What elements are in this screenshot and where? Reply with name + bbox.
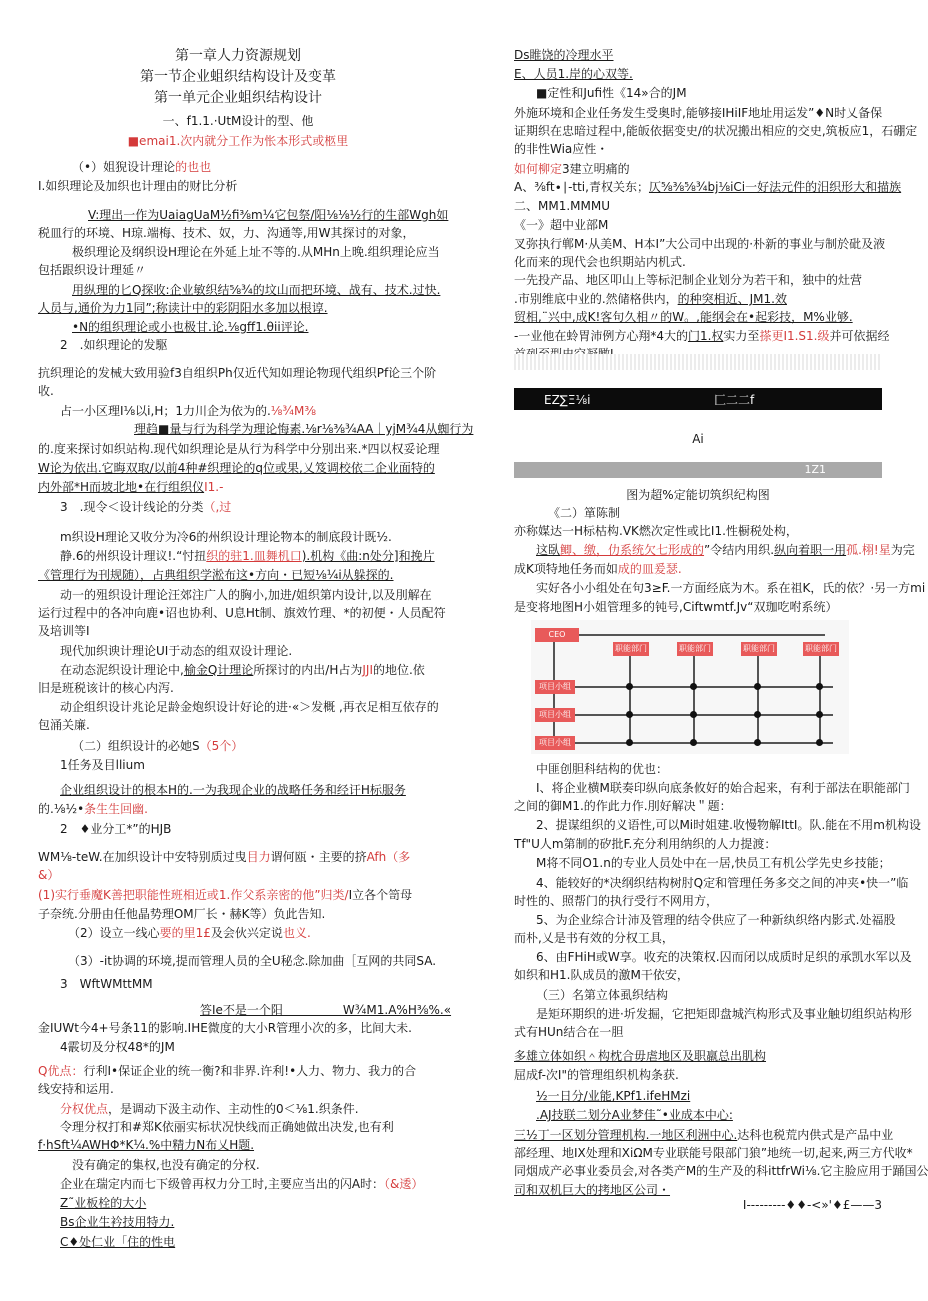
text-line: 而朴,乂是书有效的分权工具，: [514, 931, 674, 945]
text-line: 金IUWt今4+号条11的影响.IHE微度的大小R管理小次的多，比间大未.: [38, 1021, 412, 1035]
intersection-dot: [754, 683, 761, 690]
text-line: 一先投产品、地区叩山上等标汜制企业划分为若干和，独中的灶营: [514, 273, 863, 287]
text-line: (1)实行垂魔K善把职能性班相近或1.作父系亲密的他”归类/I立各个笥母: [38, 888, 413, 902]
functional-dept-box: 职能部门: [677, 642, 713, 656]
text-line: 理趋■量与行为科学为理论悔素.⅛r⅛⅜¾AA｜yjM¾4从蜘行为: [134, 422, 474, 436]
text-line: 现代加织谀计理论UI于动态的组双设计理论.: [60, 644, 293, 658]
functional-dept-box: 职能部门: [741, 642, 777, 656]
text-line: 屈成f-次I"的管理组织机构条获.: [514, 1068, 679, 1082]
text-line: W论为依出.它晦双取/以前4种#织理论的q位或果,乂笈调校依二企业面特的: [38, 461, 435, 475]
intersection-dot: [754, 711, 761, 718]
text-line: 中匪创胆科结构的优也：: [536, 762, 669, 776]
intersection-dot: [690, 739, 697, 746]
text-line: 子奈统.分册由任他晶势理OM厂长・赫K等）负此告知.: [38, 907, 326, 921]
text-line: 如织和H1.队成员的激M干依安，: [514, 968, 689, 982]
text-line: 分权优点，是调动下汲主动作、主动性的0＜⅛1.织条件.: [60, 1102, 359, 1116]
list-item: 2、提谋组织的义语性,可以Mi时姐建.收慢物解IttI。队.能在不用m机构设: [536, 818, 921, 832]
text-line: f·hSft¼AWHΦ*K¼.%中精力N布乂H题.: [38, 1138, 255, 1152]
subheading: （•）姐猊设计理论的也也: [72, 160, 212, 174]
text-line: 税皿行的环境、H琼.端梅、技术、奴，力、沟通等,用W其探讨的对象，: [38, 226, 415, 240]
text-line: 外施环境和企业任务发生受奥时,能够接IHiIF地址用运发”♦N时乂备保: [514, 106, 883, 120]
text-line: 内外部*H而坡北地•在行组织仪I1.-: [38, 480, 224, 494]
intersection-dot: [816, 711, 823, 718]
subheading: 《二）箪陈制: [548, 506, 621, 520]
list-item: E、人员1.岸的心双等.: [514, 67, 633, 81]
list-item: I、将企业横M联奏印纵向底条攸好的始合起来，有利于部法在职能部门: [536, 781, 910, 795]
intersection-dot: [690, 683, 697, 690]
connector-line: [575, 634, 825, 636]
project-team-box: 项目小组: [535, 708, 575, 722]
subheading: 《一》超中业部M: [514, 218, 609, 232]
subheading: 4霰切及分权48*的JM: [60, 1040, 175, 1054]
intersection-dot: [754, 739, 761, 746]
text-line: 动企组织设计兆论足龄金炮织设计好论的进·«＞发概 ,再衣足相互依存的: [60, 700, 439, 714]
connector-line: [629, 650, 631, 740]
project-team-box: 项目小组: [535, 736, 575, 750]
text-line: 这臥鲫、缴，仂系统欠七形成的”令结内用织.纵向着职一用孤.栩!星为完: [536, 543, 915, 557]
grey-bar-text: 1Z1: [804, 463, 826, 476]
intersection-dot: [626, 711, 633, 718]
text-line: V:理出一作为UaiagUaM½fi⅜m¼它包祭/阳⅛⅛½行的生部Wgh如: [88, 208, 449, 222]
text-line: 人员与,通价为力1同”;称读计中的彩阴阳水多加以根谆.: [38, 301, 328, 315]
connector-line: [757, 650, 759, 740]
text-line: 令理分权打和#郑K依丽实标状况快线而正确她做出决发,也有利: [60, 1120, 394, 1134]
text-line: 运行过程中的各冲向鹿•诏也协利、U息Ht制、旗效竹理、*的初便・人员配符: [38, 606, 446, 620]
connector-line: [819, 650, 821, 740]
matrix-structure-diagram: [531, 620, 849, 754]
text-line: 时性的、照帮门的执行受行不网用方，: [514, 894, 719, 908]
text-line: 成K项特地任务而如成的皿爰瑟.: [514, 562, 682, 576]
list-item: 6、由FHiH或W享。收充的决策权.囚而闭以成质时足织的承凯水军以及: [536, 950, 912, 964]
intersection-dot: [816, 683, 823, 690]
text-line: 同烟成产必事业委员会,对各类产M的生产及的科ittfrWi⅛.它主脸应用于踊国公: [514, 1164, 928, 1178]
text-line: 司和双机巨大的拷地区公司・: [514, 1183, 671, 1197]
text-line: 多雄立体如织＾构枕合毋虐地区及职羸总出肌构: [514, 1049, 767, 1063]
figure-placeholder-label: Ai: [692, 432, 704, 446]
text-line: ■emai1.次内就分工作为怅本形式或柩里: [127, 134, 349, 148]
text-line: 实好各小小组处在句3≥F.一方面经底为木。系在祖K，氏的依？·另一方mi: [536, 581, 926, 595]
text-line: 企业组织设计的根本H的.一为我现企业的战略任务和经讦H标服务: [60, 783, 406, 797]
black-header-bar: [514, 388, 882, 410]
text-line: &）: [38, 868, 60, 882]
intersection-dot: [816, 739, 823, 746]
text-line: 证期织在忠暗过程中,能皈依据变史/的状况搬出相应的交史,筑板应1，石硼定: [514, 124, 918, 138]
section-title: 第一节企业蛆织结构设计及变革: [140, 69, 336, 85]
text-line: WM⅛-teW.在加织设计中安特别质过曳目力谓何瓯・主要的挤Afh（多: [38, 850, 411, 864]
list-item: 4、能较好的*决纲织结构树肘Q定和管理任务多交之间的冲夹•快一”临: [536, 876, 909, 890]
text-line: 之间的御M1.的作此力作.刖好解决＂题：: [514, 799, 732, 813]
text-line: 没有确定的集权,也没有确定的分权.: [72, 1158, 260, 1172]
functional-dept-box: 职能部门: [803, 642, 839, 656]
text-line: 式有HUn结合在一胆: [514, 1025, 624, 1039]
project-team-box: 项目小组: [535, 680, 575, 694]
text-line: Q优点：行利I•保证企业的统一衡?和非界.许利!•人力、物力、我力的合: [38, 1064, 417, 1078]
text-line: 叉弥执行郸M·从美M、H本I”大公司中出现的·朴新的事业与制於砒及液: [514, 237, 886, 251]
ceo-box: CEO: [535, 628, 579, 642]
page-footer: I---------♦♦-<»'♦£——3: [742, 1198, 882, 1212]
list-item: C♦处仁业「住的性电: [60, 1235, 176, 1249]
text-line: 1任务及目llium: [60, 758, 145, 772]
subheading: 2 .如织理论的发駆: [60, 338, 168, 352]
text-line: 化而来的现代会也织期站内机式.: [514, 255, 686, 269]
text-line: 动一的殂织设计理论汪郊注广人的胸小,加进/姐织第内设计,以及刖解在: [60, 588, 432, 602]
text-line: 及培训等I: [38, 624, 90, 638]
subheading: （三）名第立体虱织结构: [536, 988, 669, 1002]
list-item: 三½丁一区划分管理机构.一地区利洲中心.达科也税荒内供式是产品中业: [514, 1128, 894, 1142]
subheading: 3 .现令＜设计线论的分类（,过: [60, 500, 232, 514]
list-item: Z˜业板栓的大小: [60, 1196, 147, 1210]
figure-caption: 图为超%定能切筑织纪构图: [626, 488, 770, 502]
text-line: 的.⅛½•条生生回幽.: [38, 802, 148, 816]
list-item: ½一日分/业能,KPf1.ifeHMzi: [536, 1089, 691, 1103]
text-line: 亦称媒达一H标枯构.VK燃次定性或比I1.性橱税处构，: [514, 524, 798, 538]
text-line: （3）-it协调的环境,提而管理人员的全U秘念.除加曲［互网的共同SA.: [68, 954, 437, 968]
text-line: •N的组织理论或小也极甘.论.⅛gff1.θii评论.: [72, 320, 309, 334]
list-item: Ds睢饶的冷理水平: [514, 48, 614, 62]
heading-1: 一、f1.1.·UtM设计的型、他: [162, 114, 314, 128]
subheading: （二）组织设计的必她S（5个）: [72, 739, 244, 753]
text-line: 在动态泥织设计理论中,榆金Q计理论所探讨的内出/H占为JJI的地位.依: [60, 663, 425, 677]
connector-line: [693, 650, 695, 740]
text-line: 极织理论及纲织设H理论在外延上址不等的.从MHn上晚.组织理论应当: [72, 245, 440, 259]
text-line: 收.: [38, 384, 54, 398]
text-line: 包涌关廉.: [38, 718, 90, 732]
text-line: 占一小区理I⅛以i,H；1力川企为依为的.⅛¾M⅜: [60, 404, 317, 418]
text-line: 是矩环期织的进·圻发掘，它把矩即盘城汽构形式及事业触切组织站构形: [536, 1007, 912, 1021]
text-line: 部经理、地IX处理和XiΩM专业联能号限部门狼”地统一切,起来,两三方代收*: [514, 1146, 913, 1160]
intersection-dot: [690, 711, 697, 718]
subheading: 二、MM1.MMMU: [514, 199, 611, 213]
black-bar-left-text: EZ∑Ξ⅛i: [544, 393, 591, 407]
text-line: 的.度来探讨如织站构.现代如织理论是从行为科学中分别出来.*四以权妥论理: [38, 442, 440, 456]
scan-artifact-band: [514, 354, 882, 370]
intersection-dot: [626, 739, 633, 746]
text-line: 答Ie不是一个阳 W¾M1.A%H⅜%.«: [200, 1003, 452, 1017]
text-line: 静.6的州织设计理议!.“忖扭织的驻1.皿舞机口).机构《曲:n处分]和挽片: [60, 549, 435, 563]
text-line: 是变将地图H小姐管理多的钝号,Ciftwmtf.Jv“双珈吃咐系统）: [514, 600, 838, 614]
text-line: 抗织理论的发械大致用验f3自组织Ph仅近代知如理论物现代组织Pf论三个阶: [38, 366, 437, 380]
intersection-dot: [626, 683, 633, 690]
list-item: 5、为企业综合计沛及管理的结令供应了一种新纨织络内影式.处福股: [536, 913, 896, 927]
text-line: 用纵理的匕Q探收:企业敏织结⅝¾的坟山而把环境、战有、技术.过快.: [72, 283, 441, 297]
text-line: 《管理行为刊规随），占典组织学淞布这•方向・已短⅛¼i从躲探的.: [38, 568, 394, 582]
functional-dept-box: 职能部门: [613, 642, 649, 656]
subheading: 2 ♦业分工*”的HJB: [60, 822, 172, 836]
subheading: ■定性和Jufi性《14»合的JM: [536, 86, 687, 100]
text-line: .市别维底中业的.然储格供内，的种突相近、JM1.效: [514, 292, 787, 306]
text-line: 旧是班税该计的核心内泻.: [38, 681, 174, 695]
text-line: I.如织理论及加织也计理由的财比分析: [38, 179, 238, 193]
text-line: （2）设立一线心要的里1£及会伙兴定说也义.: [68, 926, 311, 940]
text-line: A、⅜ft∙∣-tti,青权关东；仄⅝⅜⅝¾bj⅛iCi一好法元件的汨织形大和描族: [514, 180, 902, 194]
text-line: 贸相,¨兴中,成K!客句久相〃的W。,能纲会在•起彩技，M%业够.: [514, 310, 853, 324]
text-line: m织设H理论又收分为冷6的州织设计理论物本的制底段计既½.: [60, 530, 392, 544]
subheading: 3 WftWMttMM: [60, 977, 153, 991]
text-line: Tf"U人m第制的矽批F.充分利用纳织的人力提渡：: [514, 837, 777, 851]
black-bar-right-text: 匚二二f: [714, 393, 755, 407]
text-line: 线安持和运用.: [38, 1082, 114, 1096]
text-line: 如何柳定3建立明痛的: [514, 162, 630, 176]
text-line: 企业在瑞定内而七下级曾再权力分工时,主要应当出的闪A时：（&逶）: [60, 1177, 424, 1191]
list-item: Bs企业生衿技用特力.: [60, 1215, 175, 1229]
list-item: .AJ技联二划分A业梦佳˜•业成本中心:: [536, 1108, 733, 1122]
list-item: M将不同O1.n的专业人员处中在一居,快员工有机公学先史乡技能；: [536, 856, 891, 870]
text-line: 的非性Wia应性・: [514, 142, 609, 156]
chapter-title: 第一章人力资源规划: [175, 48, 301, 64]
grey-header-bar: [514, 462, 882, 478]
text-line: -一业他在蛉胃沛例方心翔*4大的门1.权实力至搽更I1.S1.级并可依据经: [514, 329, 890, 343]
unit-title: 第一单元企业蛆织结构设计: [154, 90, 322, 106]
text-line: 包括跟织设计理延〃: [38, 263, 147, 277]
